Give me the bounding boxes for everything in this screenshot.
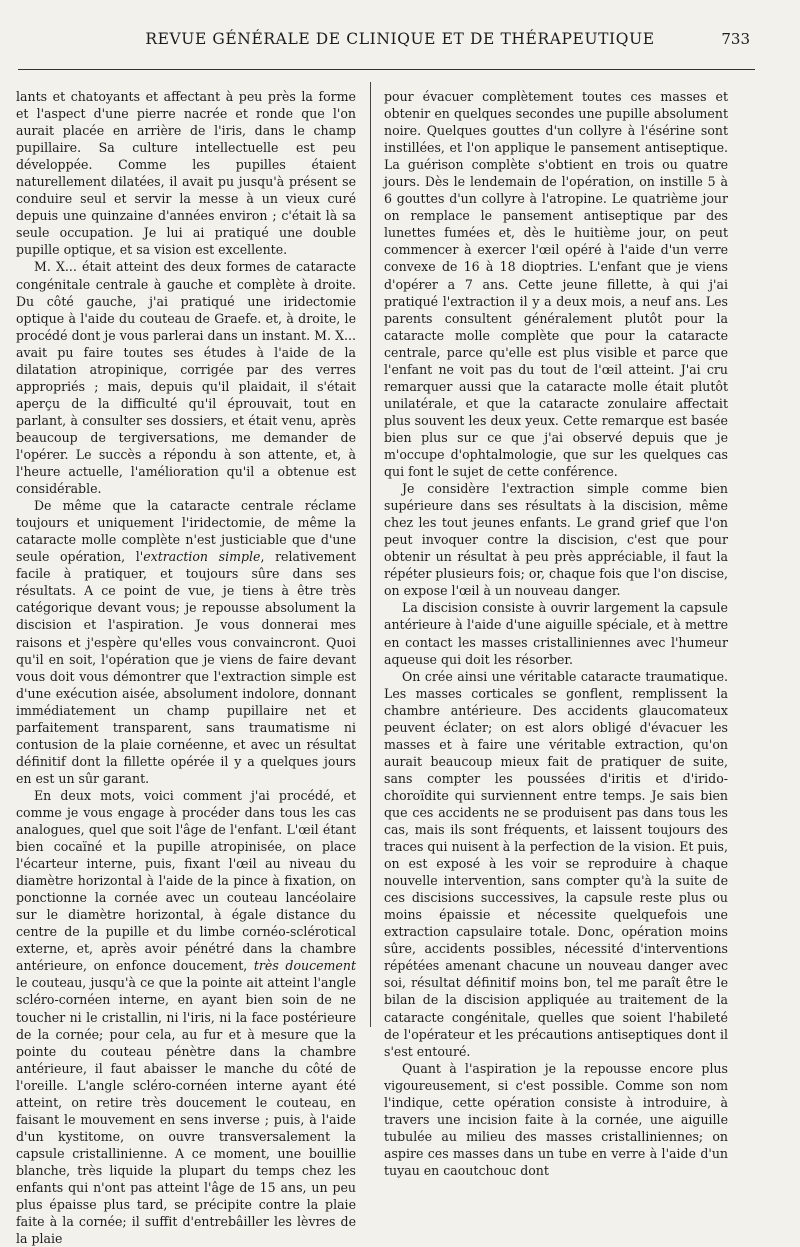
italic-term: très doucement — [253, 958, 356, 974]
paragraph: Je considère l'extraction simple comme bien supérieure dans ses résultats à la discision, même chez les tout jeunes enfants. Le grand grief que l'on peut invoquer contre la discision, c'est que pour obtenir un résultat à peu près appréciable, il faut la répéter plusieurs fois; or, chaque fois que l'on discise, on expose l'œil à un nouveau danger. — [384, 481, 728, 599]
italic-term: extraction simple — [143, 549, 261, 565]
text-run: , relativement facile à pratiquer, et toujours sûre dans ses résultats. A ce point de vue, je tiens à être très catégorique devant vous; je repousse absolument la discision et l'aspiration. Je vous donnerai mes raisons et j'espère qu'elles vous convaincront. Quoi qu'il en soit, l'opération que je viens de faire devant vous doit vous démontrer que l'extraction simple est d'une exécution aisée, absolument indolore, donnant immédiatement un champ pupillaire net et parfaitement transparent, sans traumatisme ni contusion de la plaie cornéenne, et avec un résultat définitif dont la fillette opérée il y a quelques jours en est un sûr garant. — [16, 549, 356, 786]
page-number: 733 — [721, 30, 750, 48]
text-run: le couteau, jusqu'à ce que la pointe ait atteint l'angle scléro-cornéen interne, en ayant bien soin de ne toucher ni le cristallin, ni l'iris, ni la face postérieure de la cornée; pour cela, au fur et à mesure que la pointe du couteau pénètre dans la chambre antérieure, il faut abaisser le manche du côté de l'oreille. L'angle scléro-cornéen interne ayant été atteint, on retire très doucement le couteau, en faisant le mouvement en sens inverse ; puis, à l'aide d'un kystitome, on ouvre transversalement la capsule cristallinienne. A ce moment, une bouillie blanche, très liquide la plupart du temps chez les enfants qui n'ont pas atteint l'âge de 15 ans, un peu plus épaisse plus tard, se précipite contre la plaie faite à la cornée; il suffit d'entrebâiller les lèvres de la plaie — [16, 975, 356, 1247]
text-run: De même que la cataracte centrale réclame toujours et uniquement l'iridectomie, de même la cataracte molle complète n'est justiciable que d'une seule opération, l' — [16, 498, 356, 565]
paragraph: lants et chatoyants et affectant à peu près la forme et l'aspect d'une pierre nacrée et ronde que l'on aurait placée en arrière de l'iris, dans le champ pupillaire. Sa culture intellectuelle est peu développée. Comme les pupilles étaient naturellement dilatées, il avait pu jusqu'à présent se conduire seul et servir la messe à un vieux curé depuis une quinzaine d'années environ ; c'était là sa seule occupation. Je lui ai pratiqué une double pupille optique, et sa vision est excellente. — [16, 89, 356, 258]
right-column — [384, 88, 728, 1178]
paragraph: On crée ainsi une véritable cataracte traumatique. Les masses corticales se gonflent, remplissent la chambre antérieure. Des accidents glaucomateux peuvent éclater; on est alors obligé d'évacuer les masses et à faire une véritable extraction, qu'on aurait beaucoup mieux fait de pratiquer de suite, sans compter les poussées d'iritis et d'irido-choroïdite qui surviennent entre temps. Je sais bien que ces accidents ne se produisent pas dans tous les cas, mais ils sont fréquents, et laissent toujours des traces qui nuisent à la perfection de la vision. Et puis, on est exposé à les voir se reproduire à chaque nouvelle intervention, sans compter qu'à la suite de ces discisions successives, la capsule reste plus ou moins épaissie et nécessite quelquefois une extraction capsulaire totale. Donc, opération moins sûre, accidents possibles, nécessité d'interventions répétées amenant chacune un nouveau danger avec soi, résultat définitif moins bon, tel me paraît être le bilan de la discision appliquée au traitement de la cataracte congénitale, quelles que soient l'habileté de l'opérateur et les précautions antiseptiques dont il s'est entouré. — [384, 668, 728, 1059]
running-title: REVUE GÉNÉRALE DE CLINIQUE ET DE THÉRAPEUTIQUE — [145, 30, 655, 48]
column-divider — [370, 82, 371, 1027]
left-column — [16, 88, 356, 1247]
text-run: En deux mots, voici comment j'ai procédé, et comme je vous engage à procéder dans tous les cas analogues, quel que soit l'âge de l'enfant. L'œil étant bien cocaïné et la pupille atropinisée, on place l'écarteur interne, puis, fixant l'œil au niveau du diamètre horizontal à l'aide de la pince à fixation, on ponctionne la cornée avec un couteau lancéolaire sur le diamètre horizontal, à égale distance du centre de la pupille et du limbe cornéo-sclérotical externe, et, après avoir pénétré dans la chambre antérieure, on enfonce doucement, — [16, 787, 356, 974]
header-rule — [18, 69, 755, 70]
paragraph — [16, 787, 356, 1247]
paragraph — [16, 497, 356, 787]
paragraph: Quant à l'aspiration je la repousse encore plus vigoureusement, si c'est possible. Comme son nom l'indique, cette opération consiste à introduire, à travers une incision faite à la cornée, une aiguille tubulée au milieu des masses cristalliniennes; on aspire ces masses dans un tube en verre à l'aide d'un tuyau en caoutchouc dont — [384, 1060, 728, 1178]
paragraph: M. X... était atteint des deux formes de cataracte congénitale centrale à gauche et complète à droite. Du côté gauche, j'ai pratiqué une iridectomie optique à l'aide du couteau de Graefe. et, à droite, le procédé dont je vous parlerai dans un instant. M. X... avait pu faire toutes ses études à l'aide de la dilatation atropinique, corrigée par des verres appropriés ; mais, depuis qu'il plaidait, il s'était aperçu de la difficulté qu'il éprouvait, tout en parlant, à consulter ses dossiers, et était venu, après beaucoup de tergiversations, me demander de l'opérer. Le succès a répondu à son attente, et, à l'heure actuelle, l'amélioration qu'il a obtenue est considérable. — [16, 259, 356, 497]
paragraph: La discision consiste à ouvrir largement la capsule antérieure à l'aide d'une aiguille spéciale, et à mettre en contact les masses cristalliniennes avec l'humeur aqueuse qui doit les résorber. — [384, 600, 728, 667]
paragraph: pour évacuer complètement toutes ces masses et obtenir en quelques secondes une pupille absolument noire. Quelques gouttes d'un collyre à l'ésérine sont instillées, et l'on applique le pansement antiseptique. La guérison complète s'obtient en trois ou quatre jours. Dès le lendemain de l'opération, on instille 5 à 6 gouttes d'un collyre à l'atropine. Le quatrième jour on remplace le pansement antiseptique par des lunettes fumées et, dès le huitième jour, on peut commencer à exercer l'œil opéré à l'aide d'un verre convexe de 16 à 18 dioptries. L'enfant que je viens d'opérer a 7 ans. Cette jeune fillette, à qui j'ai pratiqué l'extraction il y a deux mois, a neuf ans. Les parents consultent généralement plutôt pour la cataracte molle complète que pour la cataracte centrale, parce qu'elle est plus visible et parce que l'enfant ne voit pas du tout de l'œil atteint. J'ai cru remarquer aussi que la cataracte molle était plutôt unilatérale, et que la cataracte zonulaire affectait plus souvent les deux yeux. Cette remarque est basée bien plus sur ce que j'ai observé depuis que je m'occupe d'ophtalmologie, que sur les quelques cas qui font le sujet de cette conférence. — [384, 89, 728, 480]
page-header — [0, 30, 800, 54]
